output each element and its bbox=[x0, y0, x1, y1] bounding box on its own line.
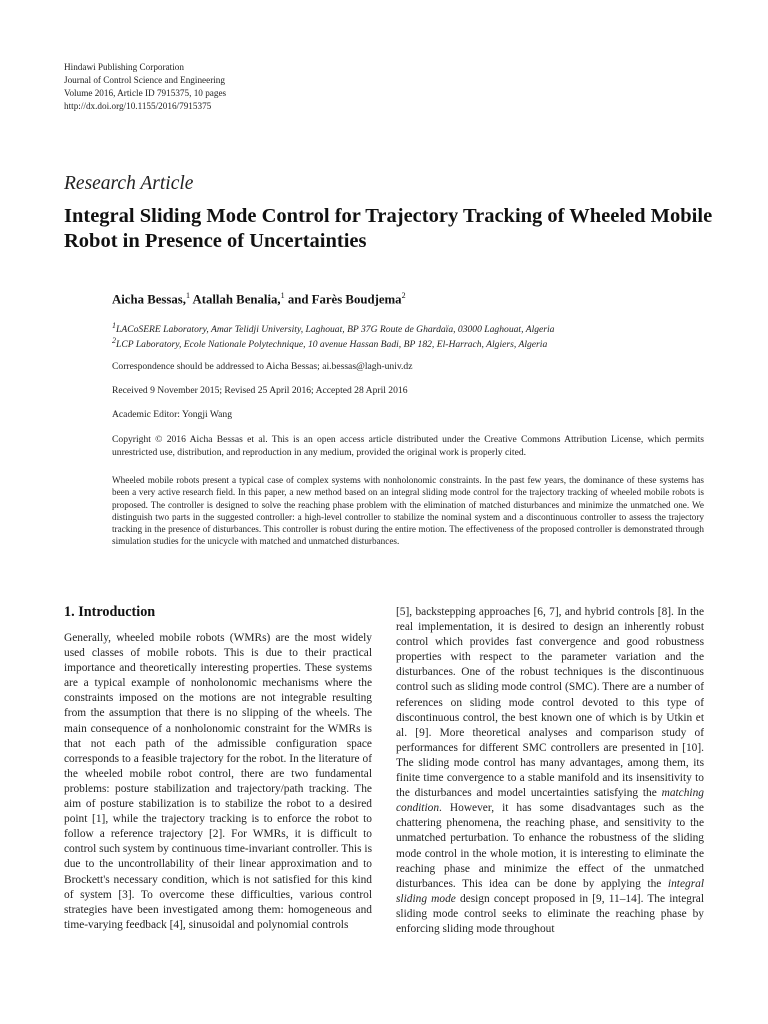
author-name: Aicha Bessas, bbox=[112, 292, 186, 307]
academic-editor: Academic Editor: Yongji Wang bbox=[112, 409, 233, 420]
section-heading: 1. Introduction bbox=[64, 604, 156, 620]
abstract: Wheeled mobile robots present a typical case of complex systems with nonholonomic constraints. In the past few years, the dominance of these systems has been a very active research field. In this paper, a new method based on an integral sliding mode control for the trajectory tracking of wheeled mobile robots is proposed. The controller is designed to solve the reaching phase problem with the elimination of matched disturbances and minimize the unmatched one. We distinguish two parts in the suggested controller: a high-level controller to stabilize the nominal system and a discontinuous controller to assess the trajectory tracking in the presence of disturbances. This controller is robust during the entire motion. The effectiveness of the proposed controller is demonstrated through simulation studies for the unicycle with matched and unmatched disturbances. bbox=[112, 475, 704, 547]
publisher-line: Hindawi Publishing Corporation bbox=[64, 62, 184, 72]
body-text: [5], backstepping approaches [6, 7], and hybrid controls [8]. In the real implementation, it is desired to design an inherently robust control which provides fast convergence and good robustness properties with respect to the parameter variation and the disturbances. One of the robust techniques is the discontinuous control such as sliding mode control (SMC). There are a number of references on sliding mode control devoted to this type of discontinuous control, the best known one of which is by Utkin et al. [9]. More theoretical analyses and comparison study of performances for different SMC controllers are presented in [10]. The sliding mode control has many advantages, among them, its finite time convergence to a stable manifold and its insensitivity to the disturbances and model uncertainties satisfying the bbox=[396, 606, 704, 800]
body-text: design concept proposed in [9, 11–14]. The integral sliding mode control seeks to eliminate the reaching phase by enforcing sliding mode throughout bbox=[396, 892, 704, 935]
journal-line: Journal of Control Science and Engineering bbox=[64, 75, 225, 85]
author-name: Atallah Benalia, bbox=[192, 292, 281, 307]
doi-link[interactable]: http://dx.doi.org/10.1155/2016/7915375 bbox=[64, 101, 212, 111]
paper-title: Integral Sliding Mode Control for Trajectory Tracking of Wheeled Mobile Robot in Presence of Uncertainties bbox=[64, 205, 713, 252]
affiliation-sup: 2 bbox=[112, 336, 116, 345]
affiliation-text: LACoSERE Laboratory, Amar Telidji University, Laghouat, BP 37G Route de Ghardaïa, 03000 Laghouat, Algeria bbox=[116, 324, 555, 336]
emphasis-text: matching condition bbox=[396, 787, 704, 815]
correspondence: Correspondence should be addressed to Aicha Bessas; ai.bessas@lagh-univ.dz bbox=[112, 361, 413, 372]
body-column-left: Generally, wheeled mobile robots (WMRs) are the most widely used classes of mobile robots. This is due to their practical importance and theoretically interesting properties. These systems are a typical example of nonholonomic mechanisms where the constraints imposed on the motions are not integrable resulting from the assumption that there is no slipping of the wheels. The main consequence of a nonholonomic constraint for the WMRs is that not each path of the admissible configuration space corresponds to a feasible trajectory for the robot. In the literature of the wheeled mobile robot control, there are two fundamental problems: posture stabilization and trajectory/path tracking. The aim of posture stabilization is to stabilize the robot to a desired point [1], while the trajectory tracking is to enforce the robot to follow a reference trajectory [2]. For WMRs, it is difficult to control such system by continuous time-invariant controller. This is due to the uncontrollability of their linear approximation and to Brockett's necessary condition, which is not satisfied for this kind of system [3]. To overcome these difficulties, various control strategies have been investigated among them: homogeneous and time-varying feedback [4], sinusoidal and polynomial controls bbox=[64, 632, 372, 931]
emphasis-text: integral sliding mode bbox=[396, 877, 704, 905]
affiliation bbox=[112, 321, 554, 335]
author-sup: 1 bbox=[185, 291, 190, 300]
body-column-right bbox=[396, 605, 704, 1015]
author-name: and Farès Boudjema bbox=[287, 292, 402, 307]
author-list bbox=[112, 291, 406, 307]
author-sup: 2 bbox=[401, 291, 406, 300]
affiliation-text: LCP Laboratory, Ecole Nationale Polytechnique, 10 avenue Hassan Badi, BP 182, El-Harrach, Algiers, Algeria bbox=[116, 339, 548, 351]
copyright-notice: Copyright © 2016 Aicha Bessas et al. This is an open access article distributed under the Creative Commons Attribution License, which permits unrestricted use, distribution, and reproduction in any medium, provided the original work is properly cited. bbox=[112, 434, 704, 458]
volume-line: Volume 2016, Article ID 7915375, 10 pages bbox=[64, 88, 227, 98]
body-text: . However, it has some disadvantages such as the chattering phenomena, the reaching phase, and sensitivity to the unmatched perturbation. To enhance the robustness of the sliding mode control in the whole motion, it is interesting to eliminate the reaching phase and minimize the effect of the unmatched disturbances. This idea can be done by applying the bbox=[396, 802, 704, 890]
affiliation-sup: 1 bbox=[112, 321, 116, 330]
author-sup: 1 bbox=[280, 291, 285, 300]
affiliation bbox=[112, 336, 547, 350]
article-type: Research Article bbox=[64, 173, 194, 194]
journal-header bbox=[64, 61, 226, 113]
history-dates: Received 9 November 2015; Revised 25 April 2016; Accepted 28 April 2016 bbox=[112, 385, 408, 396]
